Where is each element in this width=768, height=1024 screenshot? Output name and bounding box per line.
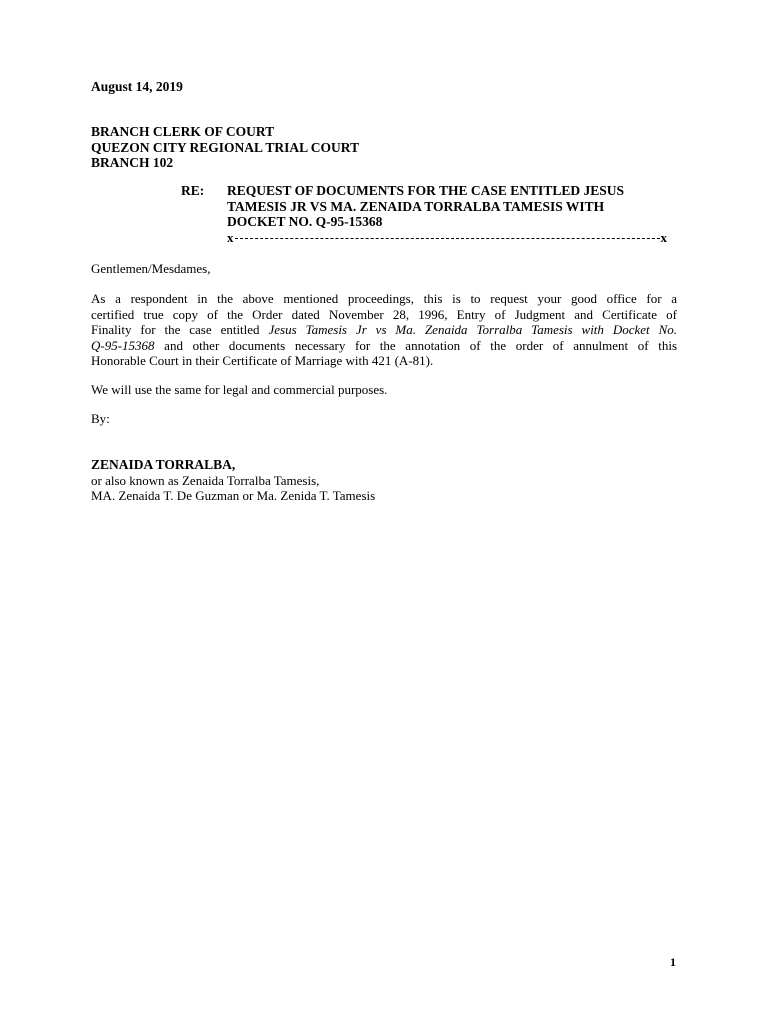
subject-line: DOCKET NO. Q-95-15368 xyxy=(227,214,383,229)
signatory-aka: MA. Zenaida T. De Guzman or Ma. Zenida T. Tamesis xyxy=(91,488,376,503)
body-line xyxy=(91,322,677,338)
signatory-name: ZENAIDA TORRALBA, xyxy=(91,457,236,472)
body-paragraph xyxy=(91,291,677,369)
addressee-line: BRANCH 102 xyxy=(91,155,174,170)
page-number: 1 xyxy=(670,955,676,969)
salutation: Gentlemen/Mesdames, xyxy=(91,261,211,276)
body-line: Honorable Court in their Certificate of Marriage with 421 (A-81). xyxy=(91,353,434,368)
separator-dashes xyxy=(235,238,660,239)
subject-label: RE: xyxy=(181,183,205,198)
body-line: certified true copy of the Order dated November 28, 1996, Entry of Judgment and Certificate of xyxy=(91,306,677,322)
separator-start: x xyxy=(227,230,234,245)
addressee-line: BRANCH CLERK OF COURT xyxy=(91,124,275,139)
body-line: As a respondent in the above mentioned proceedings, this is to request your good office for a xyxy=(91,291,677,306)
by-label: By: xyxy=(91,411,110,426)
letter-date: August 14, 2019 xyxy=(91,79,183,94)
signatory-aka: or also known as Zenaida Torralba Tamesis, xyxy=(91,472,320,488)
subject-text xyxy=(227,183,677,230)
case-title-italic: Jesus Tamesis Jr vs Ma. Zenaida Torralba Tamesis with Docket No. xyxy=(268,322,678,337)
subject-separator xyxy=(227,230,667,245)
addressee-line: QUEZON CITY REGIONAL TRIAL COURT xyxy=(91,139,360,155)
subject-line: TAMESIS JR VS MA. ZENAIDA TORRALBA TAMESIS WITH xyxy=(227,198,605,214)
separator-end: x xyxy=(660,230,667,245)
body-text: Finality for the case entitled xyxy=(91,322,269,337)
purpose-statement: We will use the same for legal and commercial purposes. xyxy=(91,382,388,397)
body-text: and other documents necessary for the annotation of the order of annulment of this xyxy=(154,337,677,353)
docket-number-italic: Q-95-15368 xyxy=(91,337,155,353)
addressee-block xyxy=(91,124,359,171)
body-line xyxy=(91,338,677,354)
signatory-block xyxy=(91,457,375,504)
subject-line: REQUEST OF DOCUMENTS FOR THE CASE ENTITLED JESUS xyxy=(227,183,624,198)
